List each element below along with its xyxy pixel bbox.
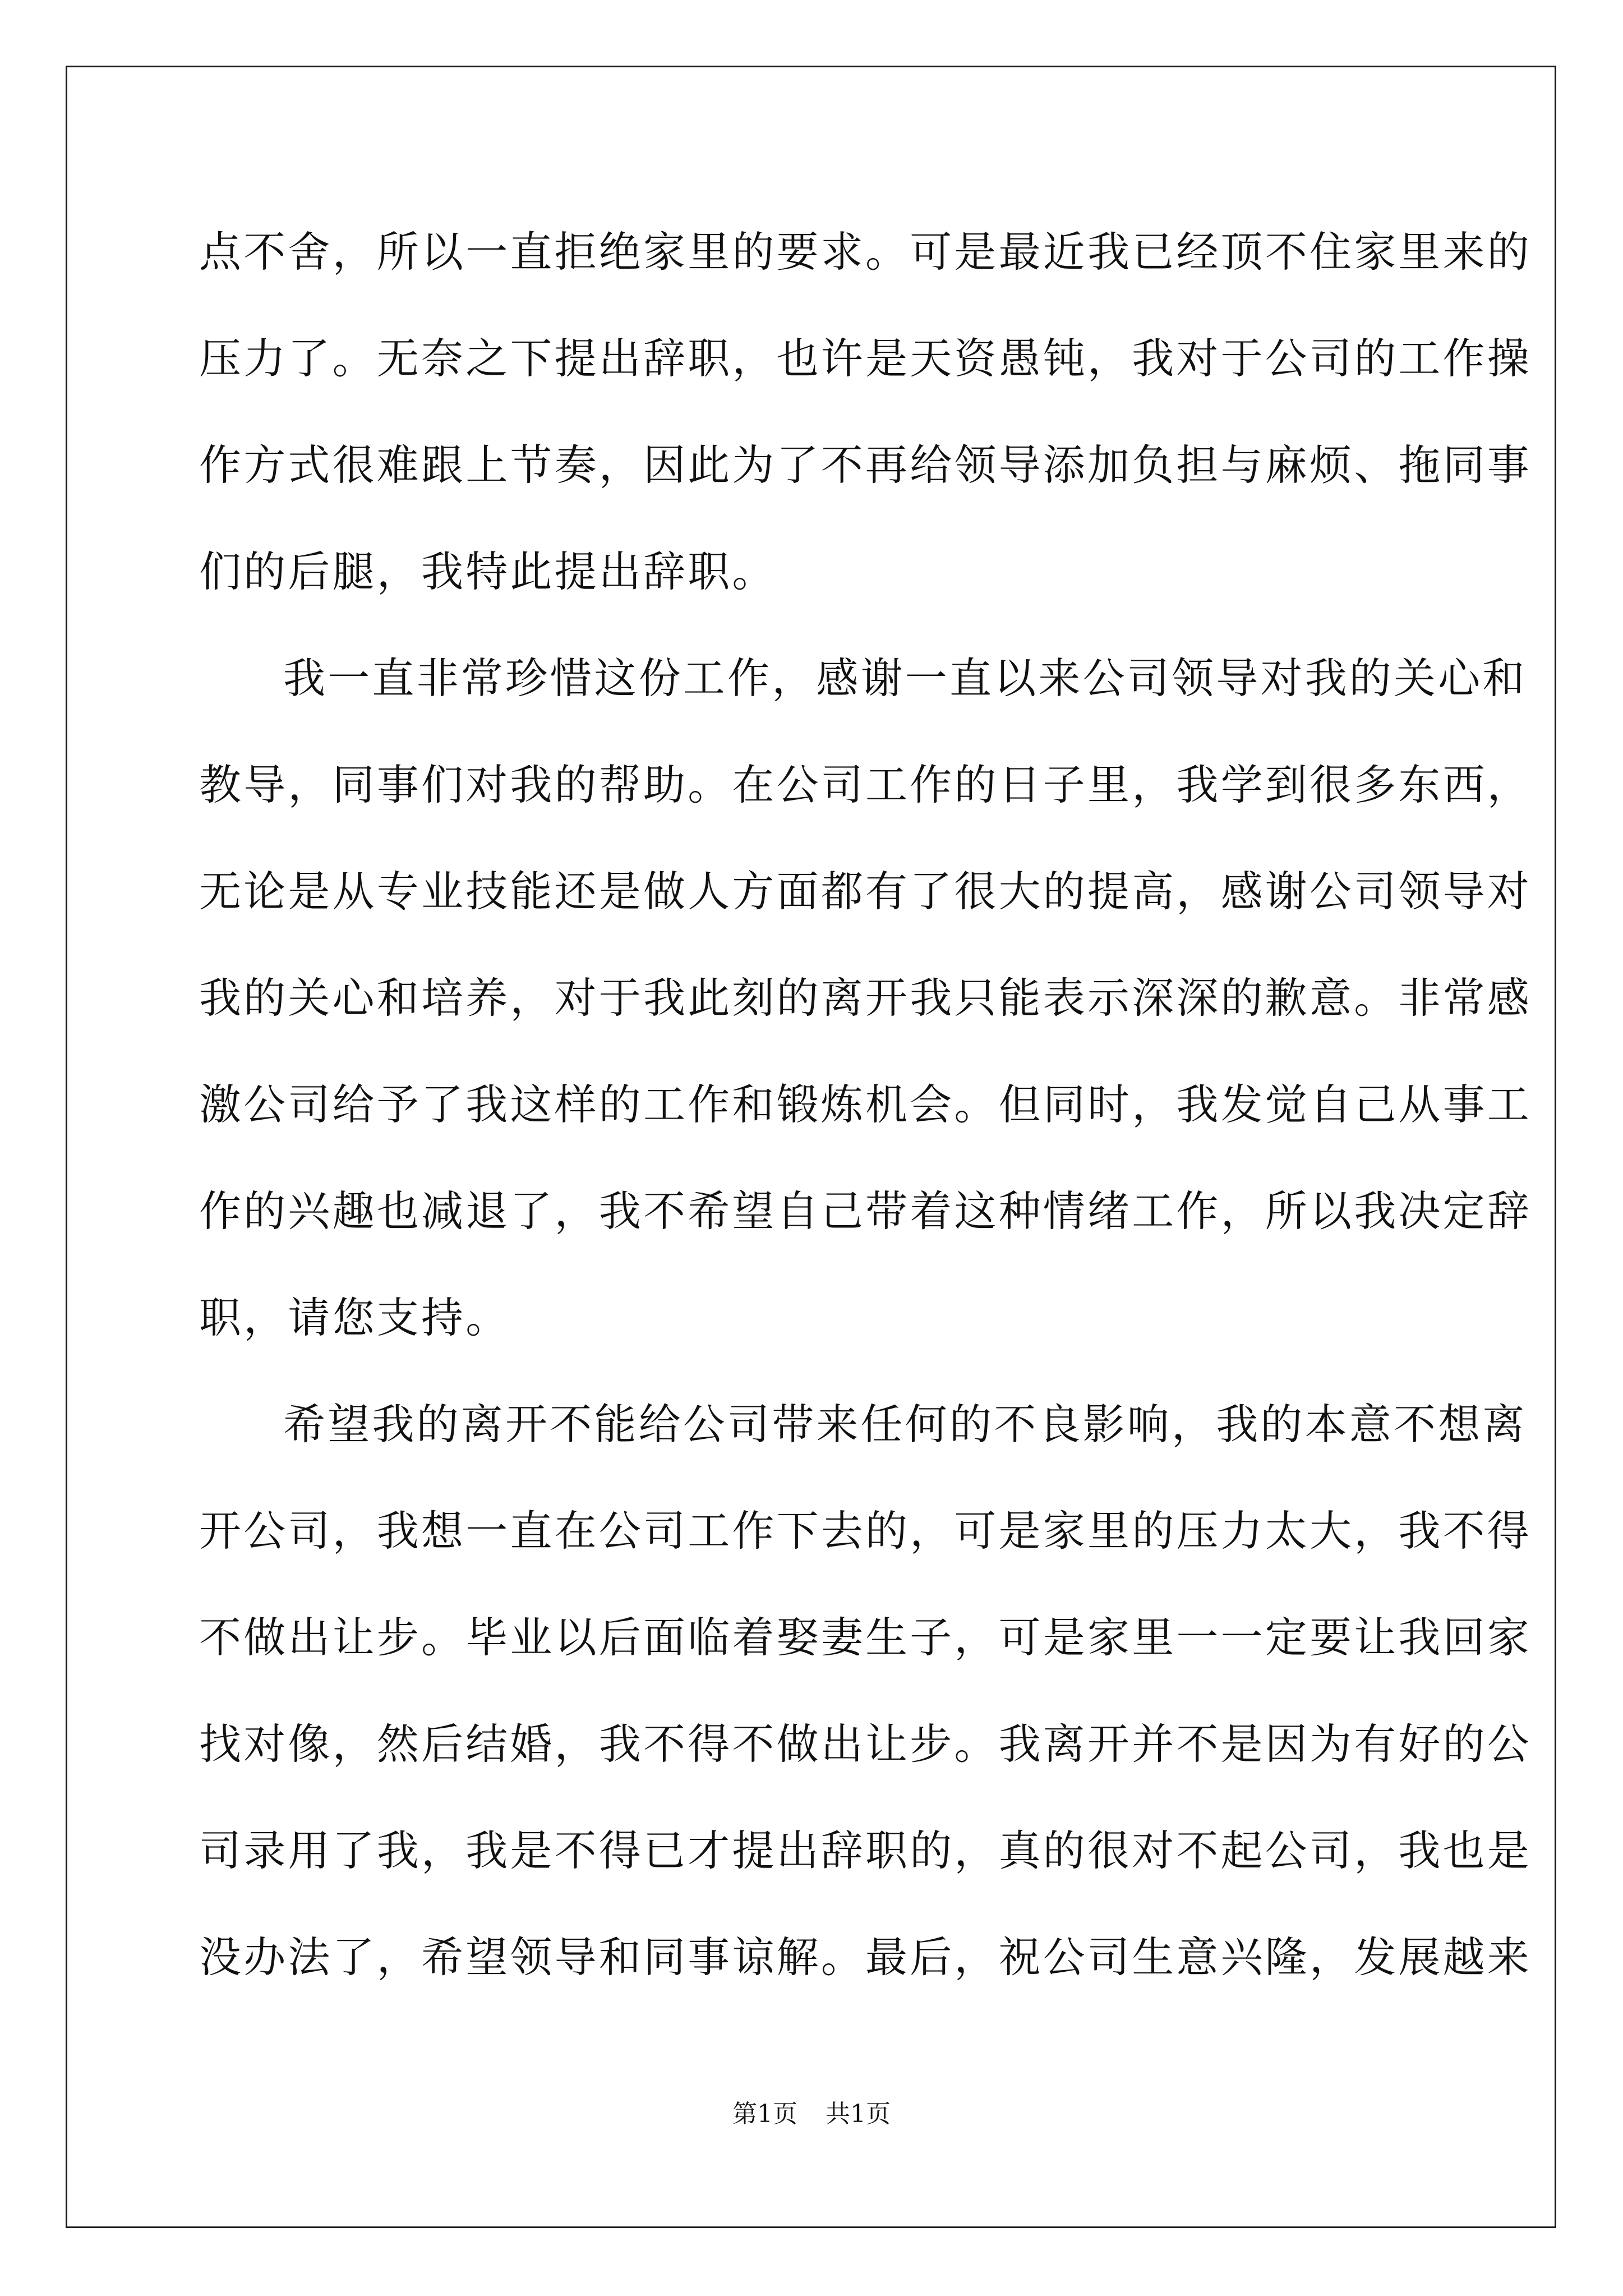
page-footer: [0, 2102, 1623, 2127]
text-line: 激公司给予了我这样的工作和锻炼机会。但同时，我发觉自己从事工: [199, 1080, 1532, 1129]
page-count: 共1页: [826, 2100, 891, 2128]
text-line: 无论是从专业技能还是做人方面都有了很大的提高，感谢公司领导对: [199, 867, 1532, 916]
text-line: 我的关心和培养，对于我此刻的离开我只能表示深深的歉意。非常感: [199, 973, 1532, 1023]
text-line: 职，请您支持。: [199, 1293, 510, 1342]
text-line: 教导，同事们对我的帮助。在公司工作的日子里，我学到很多东西，: [199, 760, 1532, 809]
text-line: 们的后腿，我特此提出辞职。: [199, 547, 777, 596]
text-line: 压力了。无奈之下提出辞职，也许是天资愚钝，我对于公司的工作操: [199, 334, 1532, 383]
page-border: [66, 66, 1556, 2228]
text-line: 没办法了，希望领导和同事谅解。最后，祝公司生意兴隆，发展越来: [199, 1932, 1532, 1982]
text-line: 不做出让步。毕业以后面临着娶妻生子，可是家里一一定要让我回家: [199, 1613, 1532, 1662]
text-line: 作的兴趣也减退了，我不希望自己带着这种情绪工作，所以我决定辞: [199, 1186, 1532, 1236]
text-line: 开公司，我想一直在公司工作下去的，可是家里的压力太大，我不得: [199, 1506, 1532, 1556]
page-number: 第1页: [732, 2100, 797, 2128]
text-line: 点不舍，所以一直拒绝家里的要求。可是最近我已经顶不住家里来的: [199, 227, 1532, 277]
text-line: 司录用了我，我是不得已才提出辞职的，真的很对不起公司，我也是: [199, 1826, 1532, 1875]
paragraph-first-line: 希望我的离开不能给公司带来任何的不良影响，我的本意不想离: [283, 1400, 1527, 1449]
paragraph-first-line: 我一直非常珍惜这份工作，感谢一直以来公司领导对我的关心和: [283, 654, 1527, 703]
text-line: 找对像，然后结婚，我不得不做出让步。我离开并不是因为有好的公: [199, 1719, 1532, 1769]
text-line: 作方式很难跟上节奏，因此为了不再给领导添加负担与麻烦、拖同事: [199, 440, 1532, 490]
